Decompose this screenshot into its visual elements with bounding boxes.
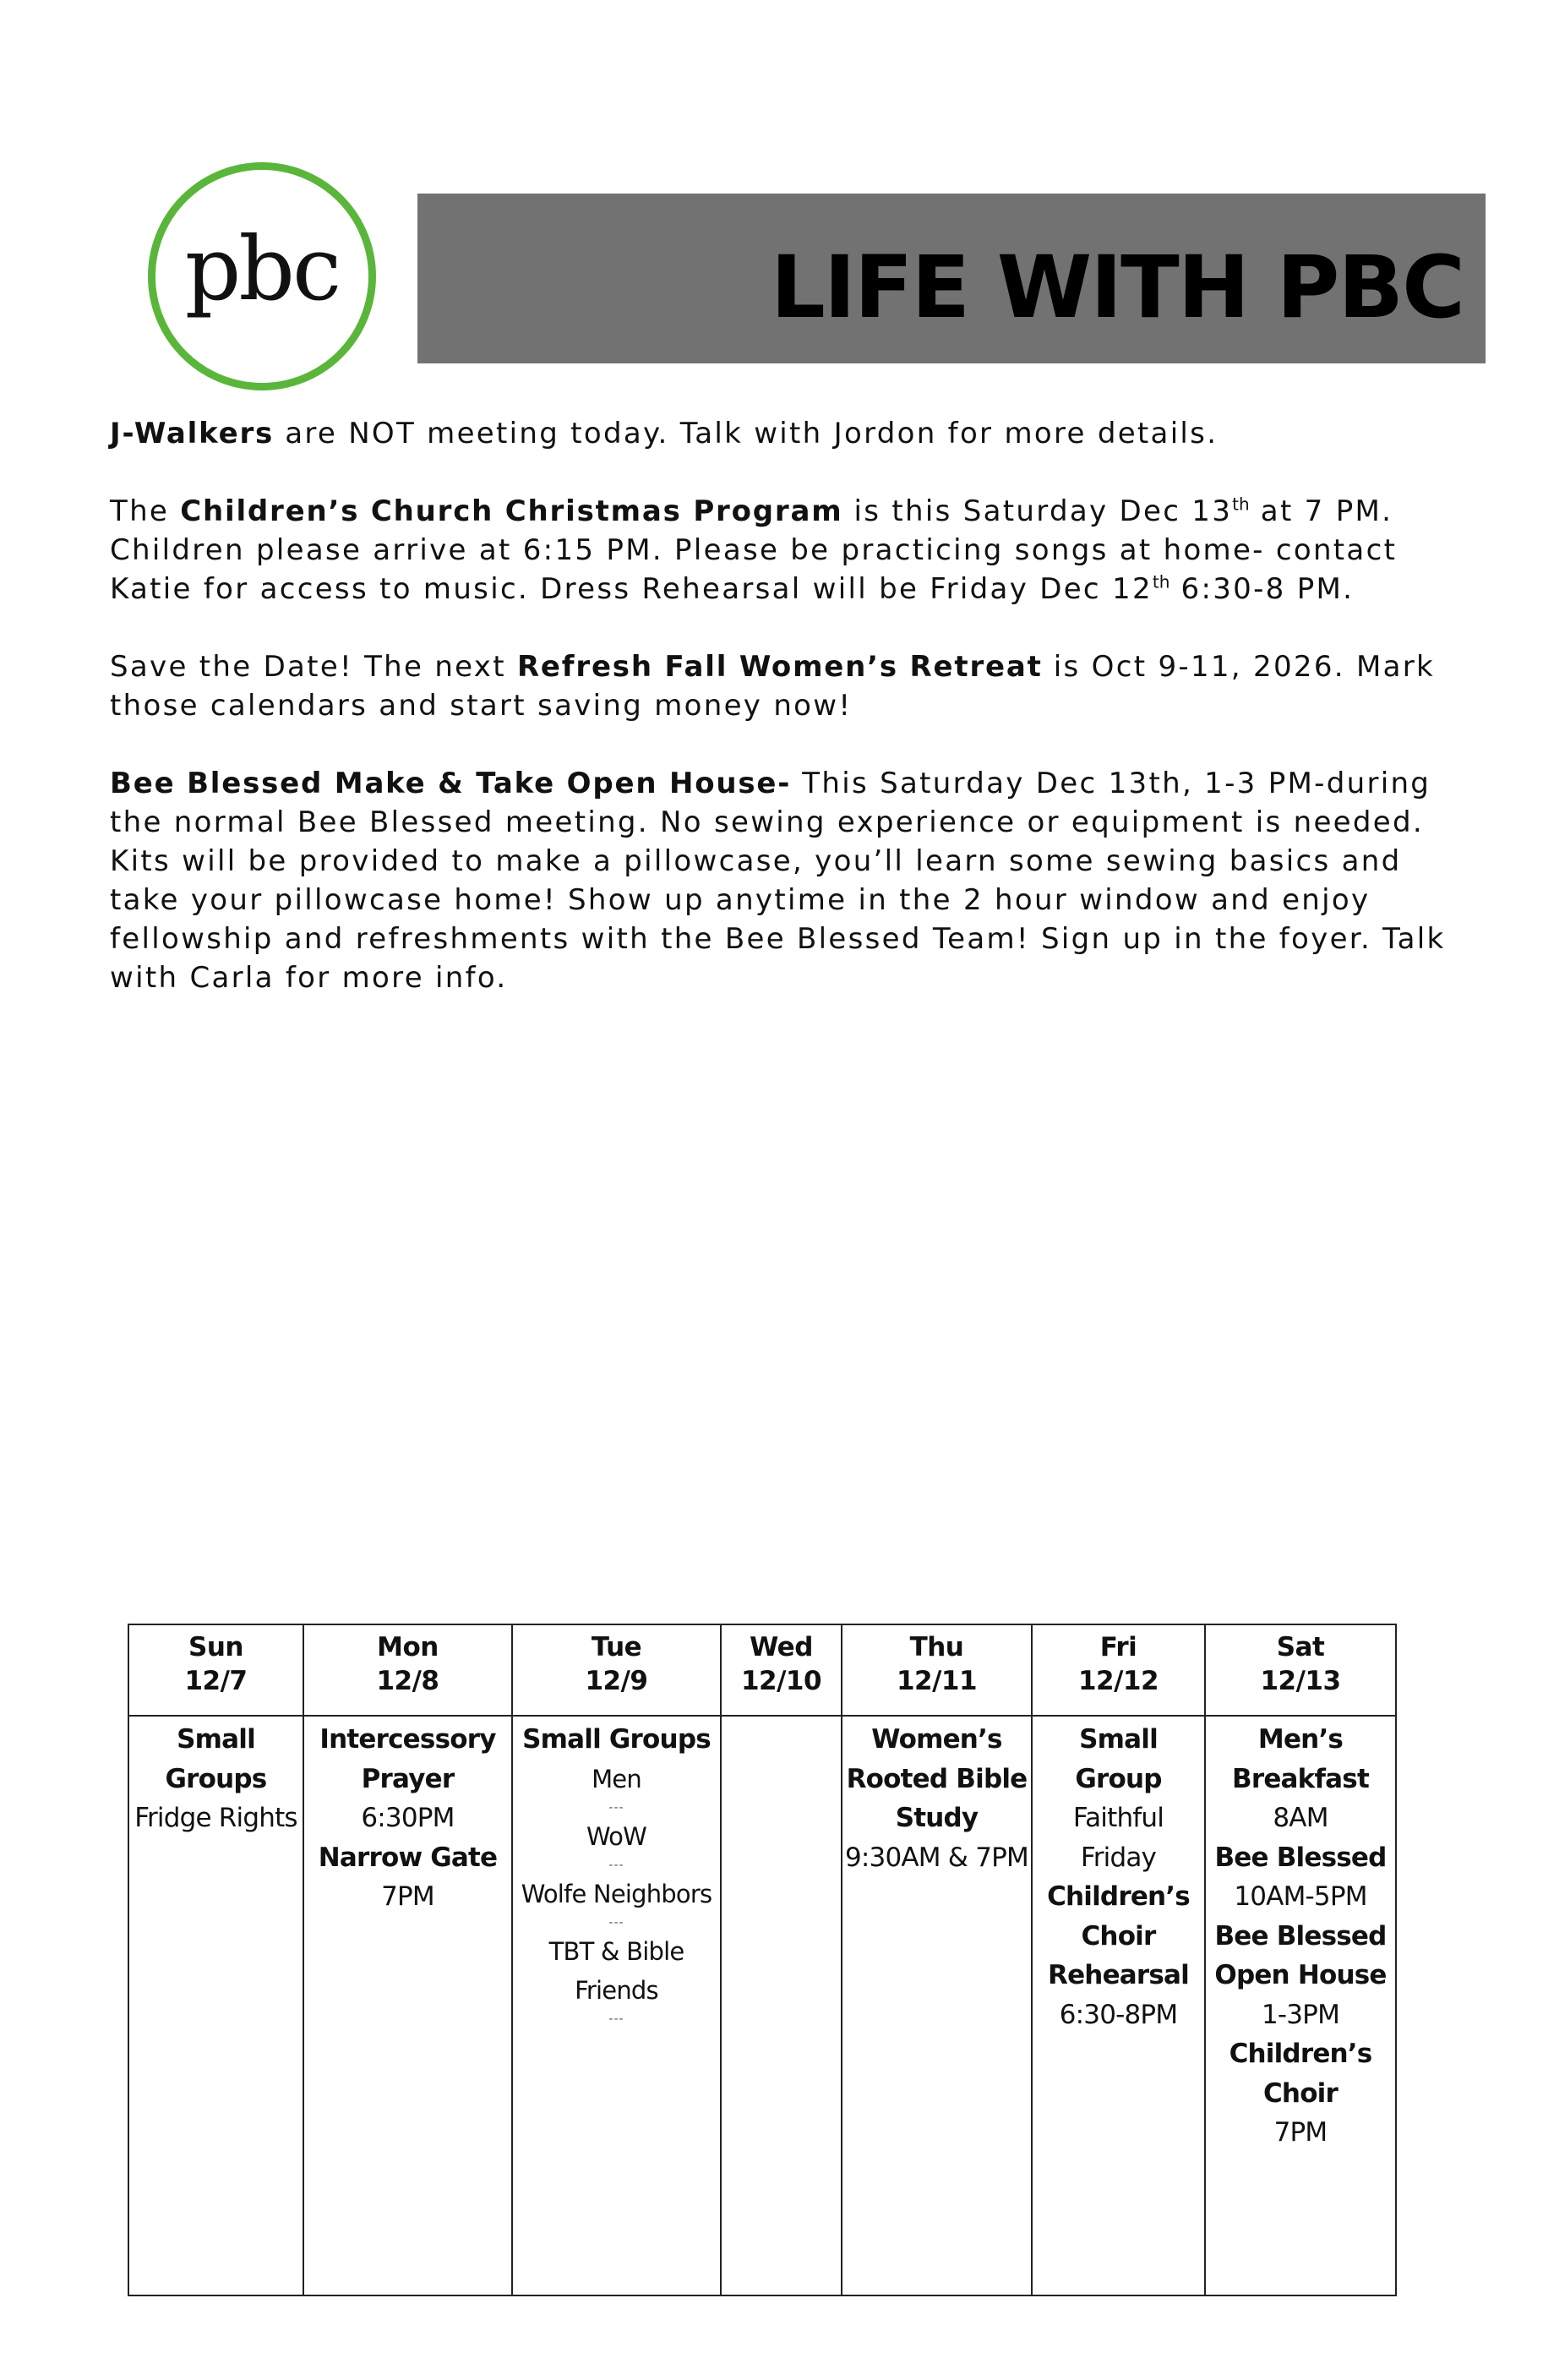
announcement-bold: Bee Blessed Make & Take Open House- — [110, 767, 792, 800]
announcement-text: The — [110, 494, 181, 528]
event-title: Children’s Choir Rehearsal — [1047, 1881, 1190, 1990]
event-title: Men’s Breakfast — [1232, 1724, 1369, 1794]
announcement-text: 6:30-8 PM. — [1170, 572, 1355, 606]
announcement-christmas-program — [110, 492, 1479, 609]
day-header-tue: Tue 12/9 — [512, 1624, 721, 1716]
day-events-tue — [512, 1716, 721, 2295]
announcements — [110, 414, 1479, 1036]
event-title: Bee Blessed — [1214, 1842, 1387, 1873]
day-header-fri: Fri 12/12 — [1032, 1624, 1205, 1716]
event-time: 6:30-8PM — [1059, 1999, 1178, 2030]
event-detail: WoW — [586, 1821, 646, 1851]
announcement-bold: J-Walkers — [110, 417, 275, 450]
event-time: 9:30AM & 7PM — [844, 1842, 1028, 1873]
event-time: 6:30PM — [361, 1803, 455, 1833]
day-header-mon: Mon 12/8 — [303, 1624, 512, 1716]
logo-text: pbc — [184, 217, 340, 320]
announcement-bold: Children’s Church Christmas Program — [180, 494, 843, 528]
event-title: Intercessory Prayer — [319, 1724, 496, 1794]
event-time: 10AM-5PM — [1234, 1881, 1367, 1912]
day-header-wed: Wed 12/10 — [721, 1624, 842, 1716]
event-title: Small Group — [1075, 1724, 1162, 1794]
ordinal-suffix: th — [1152, 571, 1170, 592]
pbc-logo — [148, 162, 376, 390]
event-detail: Faithful Friday — [1072, 1803, 1164, 1873]
day-events-thu — [842, 1716, 1032, 2295]
day-events-fri — [1032, 1716, 1205, 2295]
announcement-retreat — [110, 647, 1479, 725]
day-events-mon — [303, 1716, 512, 2295]
day-header-sun: Sun 12/7 — [128, 1624, 303, 1716]
title-banner — [417, 194, 1486, 363]
event-detail: Men — [592, 1764, 641, 1793]
event-time: 7PM — [1273, 2117, 1328, 2148]
announcement-text: at 7 PM. Children please arrive at 6:15 PM. Please be practicing songs at home- contact Katie for access to music. Dress Rehearsal will be Friday Dec 12 — [110, 494, 1398, 606]
day-header-sat: Sat 12/13 — [1205, 1624, 1396, 1716]
event-time: 7PM — [381, 1881, 434, 1912]
announcement-text: This Saturday Dec 13th, 1-3 PM-during the normal Bee Blessed meeting. No sewing experience or equipment is needed. Kits will be provided to make a pillowcase, you’ll learn some sewing basics and take your pillowcase home! Show up anytime in the 2 hour window and enjoy fellowship and refreshments with the Bee Blessed Team! Sign up in the foyer. Talk with Carla for more info. — [110, 767, 1446, 995]
event-title: Bee Blessed Open House — [1214, 1920, 1387, 1990]
event-detail: Fridge Rights — [134, 1803, 297, 1833]
announcement-bold: Refresh Fall Women’s Retreat — [516, 650, 1043, 684]
day-header-thu: Thu 12/11 — [842, 1624, 1032, 1716]
event-title: Small Groups — [165, 1724, 267, 1794]
event-detail: TBT & Bible Friends — [548, 1936, 684, 2005]
separator: --- — [608, 1800, 624, 1815]
weekly-calendar — [128, 1624, 1397, 2296]
calendar-events-row — [128, 1716, 1396, 2295]
announcement-bee-blessed — [110, 764, 1479, 997]
calendar-header-row — [128, 1624, 1396, 1716]
announcement-text: Save the Date! The next — [110, 650, 517, 684]
event-title: Small Groups — [522, 1724, 711, 1755]
announcement-text: are NOT meeting today. Talk with Jordon for more details. — [274, 417, 1219, 450]
ordinal-suffix: th — [1232, 494, 1250, 515]
announcement-text: is Oct 9-11, 2026. Mark those calendars and start saving money now! — [110, 650, 1436, 723]
page-title: LIFE WITH PBC — [770, 237, 1464, 338]
event-time: 1-3PM — [1261, 1999, 1340, 2030]
event-title: Narrow Gate — [318, 1842, 498, 1873]
announcement-jwalkers — [110, 414, 1479, 453]
day-events-sun — [128, 1716, 303, 2295]
event-title: Children’s Choir — [1229, 2039, 1372, 2109]
day-events-sat — [1205, 1716, 1396, 2295]
separator: --- — [608, 1915, 624, 1930]
day-events-wed — [721, 1716, 842, 2295]
event-title: Women’s Rooted Bible Study — [846, 1724, 1028, 1833]
separator: --- — [608, 2012, 624, 2026]
event-time: 8AM — [1273, 1803, 1328, 1833]
announcement-text: is this Saturday Dec 13 — [842, 494, 1233, 528]
separator: --- — [608, 1858, 624, 1872]
event-detail: Wolfe Neighbors — [521, 1879, 712, 1908]
